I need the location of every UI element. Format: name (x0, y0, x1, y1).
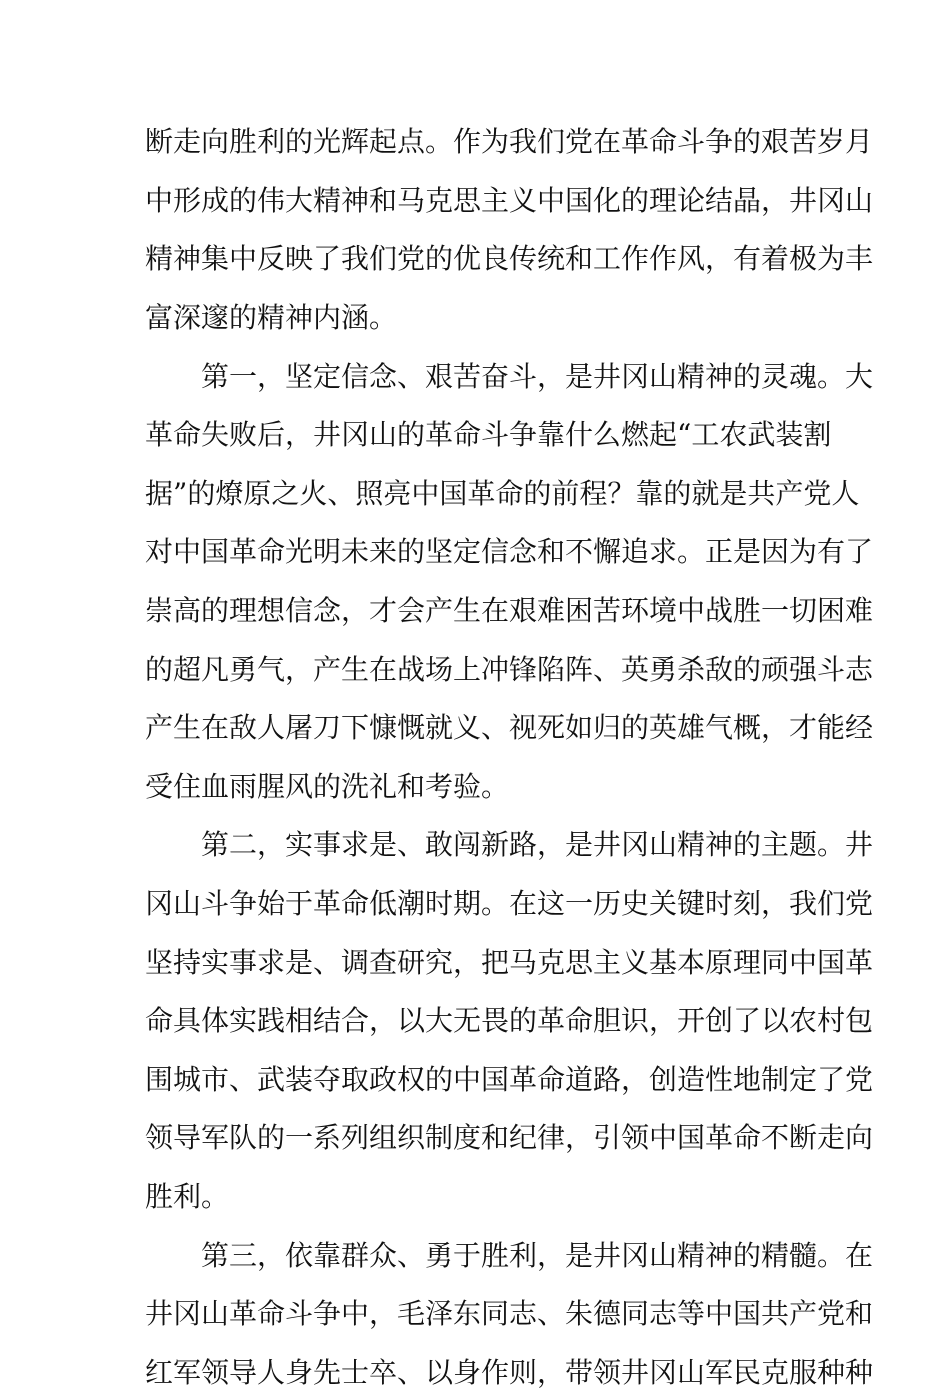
text-line: 革命失败后，井冈山的革命斗争靠什么燃起“工农武装割 (145, 418, 832, 451)
text-line: 断走向胜利的光辉起点。作为我们党在革命斗争的艰苦岁月 (145, 125, 874, 158)
text-line: 井冈山革命斗争中，毛泽东同志、朱德同志等中国共产党和 (145, 1297, 874, 1330)
text-line: 中形成的伟大精神和马克思主义中国化的理论结晶，井冈山 (145, 184, 874, 217)
text-line: 富深邃的精神内涵。 (145, 301, 398, 334)
text-line: 对中国革命光明未来的坚定信念和不懈追求。正是因为有了 (145, 535, 874, 568)
text-line: 冈山斗争始于革命低潮时期。在这一历史关键时刻，我们党 (145, 887, 874, 920)
paragraph-first-line: 第二，实事求是、敢闯新路，是井冈山精神的主题。井 (201, 828, 874, 861)
text-line: 崇高的理想信念，才会产生在艰难困苦环境中战胜一切困难 (145, 594, 874, 627)
text-line: 受住血雨腥风的洗礼和考验。 (145, 770, 510, 803)
text-line: 精神集中反映了我们党的优良传统和工作作风，有着极为丰 (145, 242, 874, 275)
paragraph-first-line: 第三，依靠群众、勇于胜利，是井冈山精神的精髓。在 (201, 1239, 874, 1272)
text-line: 领导军队的一系列组织制度和纪律，引领中国革命不断走向 (145, 1121, 874, 1154)
text-line: 命具体实践相结合，以大无畏的革命胆识，开创了以农村包 (145, 1004, 874, 1037)
text-line: 胜利。 (145, 1180, 230, 1213)
paragraph-first-line: 第一，坚定信念、艰苦奋斗，是井冈山精神的灵魂。大 (201, 360, 874, 393)
text-line: 产生在敌人屠刀下慷慨就义、视死如归的英雄气概，才能经 (145, 711, 874, 744)
text-line: 据”的燎原之火、照亮中国革命的前程？靠的就是共产党人 (145, 477, 860, 510)
text-line: 围城市、武装夺取政权的中国革命道路，创造性地制定了党 (145, 1063, 874, 1096)
text-line: 坚持实事求是、调查研究，把马克思主义基本原理同中国革 (145, 946, 874, 979)
text-line: 红军领导人身先士卒、以身作则，带领井冈山军民克服种种 (145, 1356, 874, 1389)
text-line: 的超凡勇气，产生在战场上冲锋陷阵、英勇杀敌的顽强斗志 (145, 653, 874, 686)
